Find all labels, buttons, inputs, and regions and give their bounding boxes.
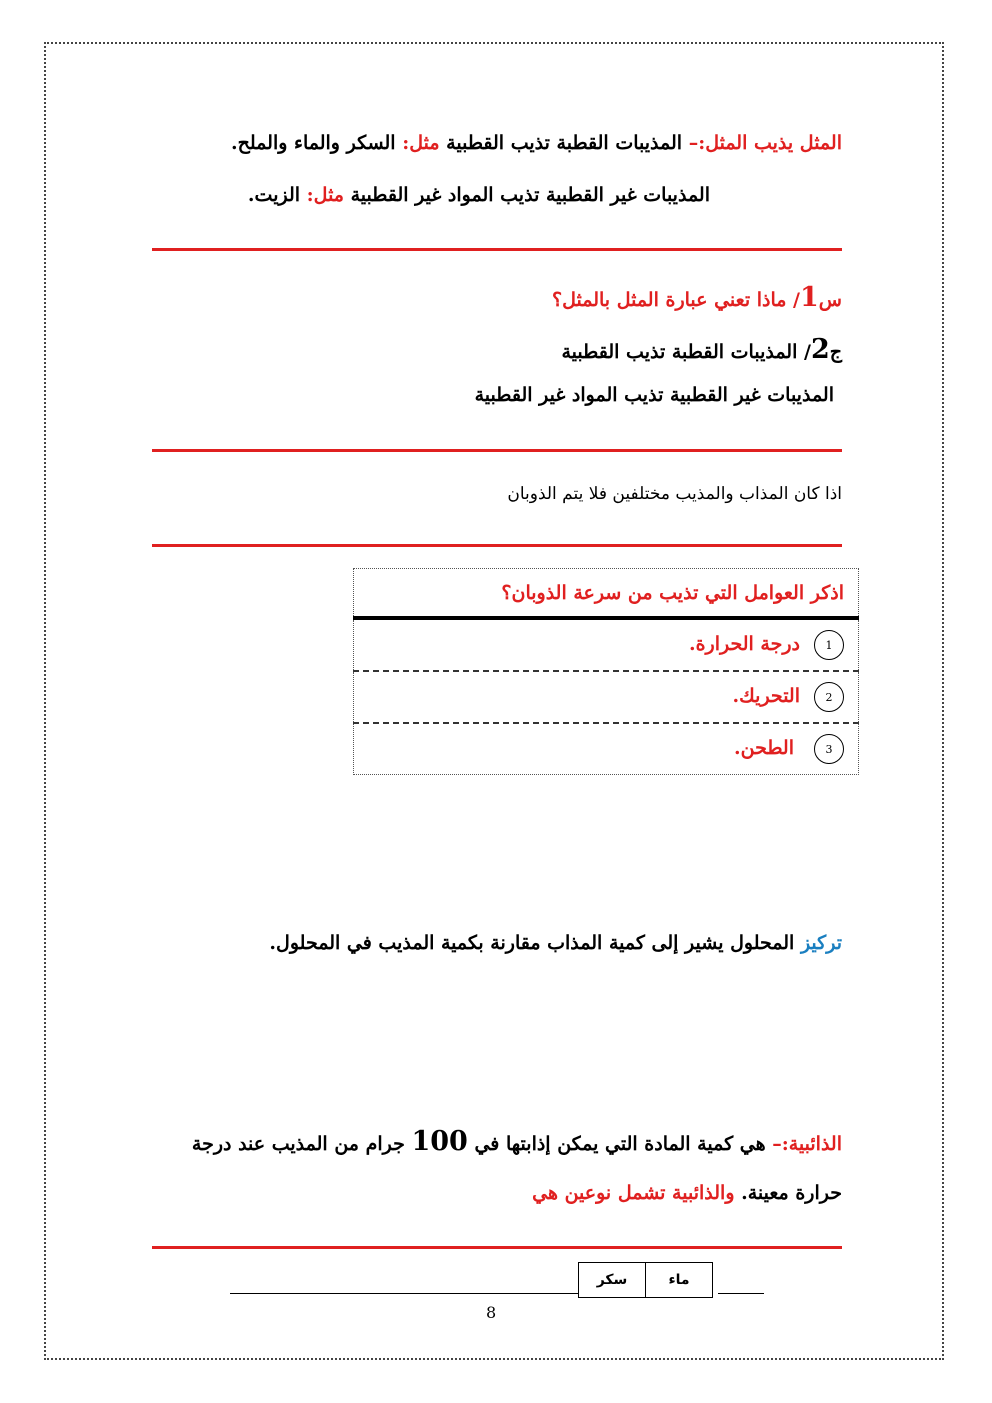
factor-text: درجة الحرارة. <box>688 633 800 655</box>
question-number: 1 <box>800 282 819 313</box>
concentration-text: المحلول يشير إلى كمية المذاب مقارنة بكمية المذيب في المحلول. <box>269 932 795 954</box>
factor-cell <box>354 618 859 671</box>
solubility-line2-red: والذائبية تشمل نوعين هي <box>532 1182 735 1204</box>
solubility-line2 <box>532 1182 842 1204</box>
line2-text: المذيبات غير القطبية تذيب المواد غير القطبية <box>350 184 710 206</box>
solubility-line1 <box>192 1126 842 1157</box>
page-number: 8 <box>486 1303 497 1322</box>
table-row <box>354 618 859 671</box>
solubility-text-b: جرام من المذيب عند درجة <box>191 1133 405 1155</box>
solvent-cell-water: ماء <box>646 1263 713 1298</box>
answer-1 <box>562 334 843 365</box>
factors-table <box>353 568 859 775</box>
line1-text: المذيبات القطبة تذيب القطبية <box>446 132 683 154</box>
factor-text: الطحن. <box>734 737 794 759</box>
like-dissolves-like-line1 <box>231 132 842 154</box>
number-circle-icon: 2 <box>814 682 844 712</box>
term-concentration: تركيز <box>800 932 842 954</box>
solubility-amount: 100 <box>411 1126 468 1157</box>
solubility-line2-text: حرارة معينة. <box>741 1182 842 1204</box>
factors-table-header: اذكر العوامل التي تذيب من سرعة الذوبان؟ <box>354 569 859 619</box>
answer-line2: المذيبات غير القطبية تذيب المواد غير القطبية <box>474 384 834 406</box>
factor-cell <box>354 671 859 723</box>
factors-table-header-row <box>354 569 859 619</box>
answer-text: / المذيبات القطبة تذيب القطبية <box>561 341 811 363</box>
concentration-definition <box>269 932 842 954</box>
solvent-cell-sugar: سكر <box>579 1263 646 1298</box>
divider-2 <box>152 449 842 452</box>
table-row <box>354 723 859 775</box>
question-prefix: س <box>818 289 842 311</box>
term-like-dissolves-like: المثل يذيب المثل:– <box>688 132 842 154</box>
factor-cell <box>354 723 859 775</box>
number-circle-icon: 1 <box>814 630 844 660</box>
divider-3 <box>152 544 842 547</box>
note-text: اذا كان المذاب والمذيب مختلفين فلا يتم الذوبان <box>507 484 842 504</box>
divider-1 <box>152 248 842 251</box>
answer-prefix: ج <box>829 341 842 363</box>
example-label: مثل: <box>402 132 440 154</box>
answer-blank-line-left <box>230 1293 578 1294</box>
line1-example: السكر والماء والملح. <box>231 132 396 154</box>
term-solubility: الذائبية:– <box>772 1133 842 1155</box>
question-1 <box>552 282 842 313</box>
like-dissolves-like-line2 <box>248 184 710 206</box>
answer-number: 2 <box>810 334 830 365</box>
example-label-2: مثل: <box>306 184 344 206</box>
solubility-text-a: هي كمية المادة التي يمكن إذابتها في <box>474 1133 766 1155</box>
table-row <box>579 1263 713 1298</box>
divider-4 <box>152 1246 842 1249</box>
answer-blank-line-right <box>718 1293 764 1294</box>
solvent-table <box>578 1262 713 1298</box>
factor-text: التحريك. <box>732 685 800 707</box>
line2-example: الزيت. <box>247 184 301 206</box>
question-text: / ماذا تعني عبارة المثل بالمثل؟ <box>552 289 800 311</box>
number-circle-icon: 3 <box>814 734 844 764</box>
table-row <box>354 671 859 723</box>
